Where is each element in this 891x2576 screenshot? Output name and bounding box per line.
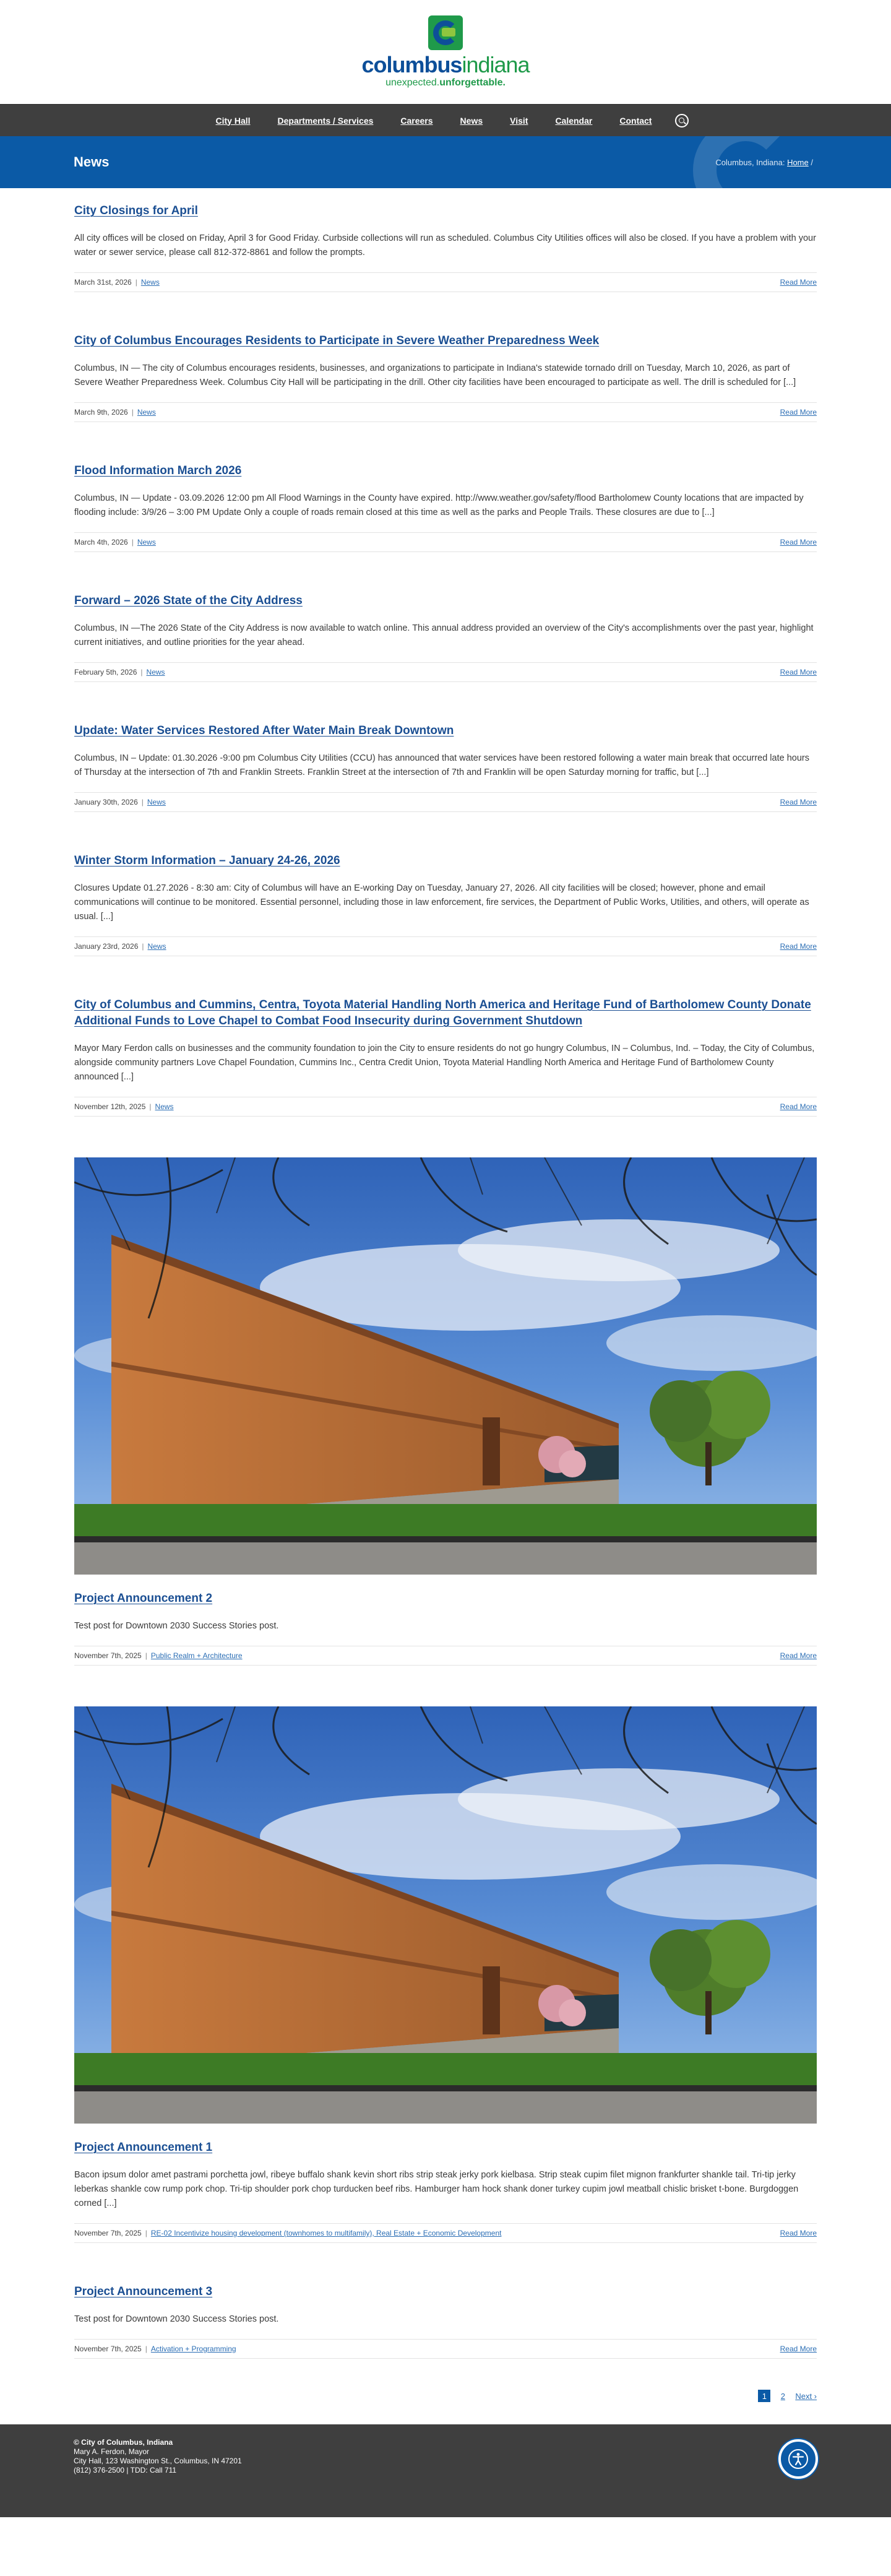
- post-category-link[interactable]: News: [146, 668, 165, 676]
- news-list: [74, 188, 817, 2359]
- post-meta-info: [74, 942, 166, 951]
- breadcrumb: Columbus, Indiana: Home /: [715, 157, 813, 167]
- post-title-link[interactable]: Update: Water Services Restored After Water Main Break Downtown: [74, 724, 454, 737]
- read-more-link[interactable]: Read More: [780, 798, 817, 806]
- page-title: News: [74, 154, 110, 170]
- read-more-link[interactable]: Read More: [780, 1102, 817, 1111]
- post-meta-info: [74, 538, 156, 547]
- footer-mayor: Mary A. Ferdon, Mayor: [74, 2447, 150, 2456]
- main-nav: [0, 104, 891, 136]
- news-post: [74, 333, 817, 422]
- news-post: [74, 853, 817, 956]
- post-meta-info: [74, 2345, 236, 2353]
- post-excerpt: Bacon ipsum dolor amet pastrami porchetta jowl, ribeye buffalo shank kevin short ribs strip steak jerky pork kielbasa. Strip steak cupim filet mignon frankfurter shankle tail. Tri-tip jerky leberkas shankle cow rump pork chop. Tri-tip shoulder pork chop turducken beef ribs. Hamburger ham hock shank doner turkey cupim jowl meatball chislic brisket t-bone. Burgdoggen corned [...]: [74, 2170, 799, 2208]
- post-title-link[interactable]: Winter Storm Information – January 24-26, 2026: [74, 854, 340, 867]
- post-title-link[interactable]: City of Columbus Encourages Residents to Participate in Severe Weather Preparedness Week: [74, 334, 600, 347]
- post-featured-image[interactable]: [74, 1157, 817, 1575]
- nav-item-careers[interactable]: Careers: [400, 115, 433, 126]
- meta-separator: |: [142, 942, 144, 951]
- post-date: November 7th, 2025: [74, 1651, 142, 1660]
- read-more-link[interactable]: Read More: [780, 538, 817, 547]
- footer-address: City Hall, 123 Washington St., Columbus, IN 47201: [74, 2457, 242, 2465]
- accessibility-button[interactable]: [778, 2439, 818, 2479]
- tagline-part-1: unexpected.: [385, 77, 440, 88]
- post-meta: [74, 532, 817, 552]
- meta-separator: |: [145, 2229, 147, 2237]
- post-excerpt: All city offices will be closed on Friday, April 3 for Good Friday. Curbside collections will run as scheduled. Columbus City Utilities offices will also be closed. If you have a problem with your water or sewer service, please call 812-372-8861 and follow the prompts.: [74, 233, 816, 257]
- post-meta: [74, 936, 817, 956]
- meta-separator: |: [149, 1102, 152, 1111]
- footer-contact: [74, 2438, 242, 2475]
- post-date: February 5th, 2026: [74, 668, 137, 676]
- post-meta: [74, 2223, 817, 2243]
- post-meta-info: [74, 278, 160, 287]
- post-date: November 7th, 2025: [74, 2229, 142, 2237]
- post-meta: [74, 662, 817, 682]
- post-meta: [74, 1646, 817, 1666]
- post-date: March 31st, 2026: [74, 278, 132, 287]
- post-category-link[interactable]: News: [155, 1102, 174, 1111]
- post-featured-image[interactable]: [74, 1706, 817, 2124]
- post-meta-info: [74, 2229, 501, 2237]
- pagination-next-link[interactable]: Next ›: [795, 2391, 817, 2401]
- search-icon[interactable]: [675, 114, 689, 128]
- read-more-link[interactable]: Read More: [780, 278, 817, 287]
- breadcrumb-home-link[interactable]: Home: [787, 157, 809, 167]
- post-excerpt: Closures Update 01.27.2026 - 8:30 am: City of Columbus will have an E-working Day on Tuesday, January 27, 2026. All city facilities will be closed; however, phone and email communications will continue to be monitored. Essential personnel, including those in law enforcement, fire services, the Department of Public Works, Utilities, and others, will operate as usual. [...]: [74, 883, 809, 922]
- post-meta: [74, 2339, 817, 2359]
- pagination: [74, 2384, 817, 2408]
- pagination-page-1[interactable]: 1: [758, 2390, 770, 2402]
- meta-separator: |: [141, 798, 144, 806]
- post-meta: [74, 272, 817, 292]
- post-meta-info: [74, 668, 165, 676]
- accessibility-icon: [788, 2448, 809, 2470]
- post-meta-info: [74, 1651, 243, 1660]
- read-more-link[interactable]: Read More: [780, 668, 817, 676]
- tagline-part-2: unforgettable.: [439, 77, 506, 88]
- post-title-link[interactable]: Project Announcement 1: [74, 2141, 213, 2154]
- nav-item-city-hall[interactable]: City Hall: [215, 115, 251, 126]
- news-post: [74, 203, 817, 292]
- page-title-bar: [0, 136, 891, 188]
- site-header: [0, 0, 891, 104]
- post-category-link[interactable]: RE-02 Incentivize housing development (townhomes to multifamily), Real Estate + Economic Development: [150, 2229, 502, 2237]
- news-post: [74, 723, 817, 812]
- post-date: January 30th, 2026: [74, 798, 138, 806]
- breadcrumb-separator: /: [811, 157, 813, 167]
- meta-separator: |: [131, 408, 134, 417]
- post-category-link[interactable]: News: [137, 538, 156, 547]
- post-category-link[interactable]: News: [137, 408, 156, 417]
- post-date: March 4th, 2026: [74, 538, 128, 547]
- building-photo: [74, 1157, 817, 1575]
- pagination-page-2[interactable]: 2: [780, 2391, 785, 2401]
- nav-item-news[interactable]: News: [460, 115, 483, 126]
- logo-word-indiana: indiana: [462, 52, 530, 77]
- meta-separator: |: [131, 538, 134, 547]
- post-title-link[interactable]: City Closings for April: [74, 204, 198, 217]
- logo-wordmark: [361, 53, 529, 77]
- read-more-link[interactable]: Read More: [780, 2345, 817, 2353]
- post-excerpt: Test post for Downtown 2030 Success Stories post.: [74, 2314, 279, 2324]
- breadcrumb-prefix: Columbus, Indiana: [715, 157, 783, 167]
- nav-item-contact[interactable]: Contact: [619, 115, 652, 126]
- site-footer: [0, 2424, 891, 2517]
- post-date: March 9th, 2026: [74, 408, 128, 417]
- meta-separator: |: [135, 278, 137, 287]
- post-title-link[interactable]: City of Columbus and Cummins, Centra, Toyota Material Handling North America and Heritage Fund of Bartholomew County Donate Additional Funds to Love Chapel to Combat Food Insecurity during Government Shutdown: [74, 998, 811, 1027]
- post-excerpt: Columbus, IN – Update: 01.30.2026 -9:00 pm Columbus City Utilities (CCU) has announced that water services have been restored following a water main break that occurred late hours of Thursday at the intersection of 7th and Franklin Streets. Franklin Street at the intersection of 7th and Franklin will be open Saturday morning for traffic, but [...]: [74, 753, 809, 777]
- read-more-link[interactable]: Read More: [780, 2229, 817, 2237]
- read-more-link[interactable]: Read More: [780, 942, 817, 951]
- news-post: [74, 1706, 817, 2243]
- site-logo[interactable]: [361, 15, 529, 89]
- post-category-link[interactable]: News: [147, 798, 166, 806]
- nav-item-calendar[interactable]: Calendar: [555, 115, 593, 126]
- post-title-link[interactable]: Project Announcement 3: [74, 2285, 213, 2298]
- post-excerpt: Test post for Downtown 2030 Success Stories post.: [74, 1621, 279, 1631]
- post-excerpt: Mayor Mary Ferdon calls on businesses and the community foundation to join the City to ensure residents do not go hungry Columbus, IN – Columbus, Ind. – Today, the City of Columbus, alongside community partners Love Chapel Foundation, Cummins Inc., Centra Credit Union, Toyota Material Handling North America and Heritage Fund of Bartholomew County announced [...]: [74, 1044, 815, 1082]
- post-title-link[interactable]: Flood Information March 2026: [74, 464, 242, 477]
- post-title-link[interactable]: Forward – 2026 State of the City Address: [74, 594, 303, 607]
- news-post: [74, 1157, 817, 1666]
- post-excerpt: Columbus, IN — Update - 03.09.2026 12:00 pm All Flood Warnings in the County have expired. http://www.weather.gov/safety/flood Bartholomew County locations that are impacted by flooding include: 3/9/26 – 3:00 PM Update Only a couple of roads remain closed at this time as well as the parks and People Trails. These closures are due to [...]: [74, 493, 804, 517]
- footer-phone: (812) 376-2500 | TDD: Call 711: [74, 2466, 177, 2474]
- read-more-link[interactable]: Read More: [780, 1651, 817, 1660]
- post-meta: [74, 792, 817, 812]
- post-meta-info: [74, 408, 156, 417]
- post-date: November 12th, 2025: [74, 1102, 146, 1111]
- news-post: [74, 2284, 817, 2359]
- meta-separator: |: [145, 2345, 147, 2353]
- post-meta-info: [74, 798, 166, 806]
- logo-tagline: [385, 77, 506, 89]
- news-post: [74, 997, 817, 1117]
- post-date: January 23rd, 2026: [74, 942, 139, 951]
- post-excerpt: Columbus, IN — The city of Columbus encourages residents, businesses, and organizations to participate in Indiana's statewide tornado drill on Tuesday, March 10, 2026, as part of Severe Weather Preparedness Week. Columbus City Hall will be participating in the drill. Other city facilities have been encouraged to participate as well. The drill is scheduled for [...]: [74, 363, 796, 387]
- post-category-link[interactable]: Public Realm + Architecture: [150, 1651, 243, 1660]
- post-excerpt: Columbus, IN —The 2026 State of the City Address is now available to watch online. This annual address provided an overview of the City's accomplishments over the past year, highlight current initiatives, and outline priorities for the year ahead.: [74, 623, 814, 647]
- meta-separator: |: [145, 1651, 147, 1660]
- logo-mark-icon: [428, 15, 463, 50]
- post-category-link[interactable]: News: [140, 278, 160, 287]
- post-date: November 7th, 2025: [74, 2345, 142, 2353]
- nav-item-departments-services[interactable]: Departments / Services: [277, 115, 374, 126]
- news-post: [74, 463, 817, 552]
- meta-separator: |: [140, 668, 143, 676]
- news-post: [74, 593, 817, 682]
- post-category-link[interactable]: Activation + Programming: [150, 2345, 236, 2353]
- footer-org: © City of Columbus, Indiana: [74, 2438, 173, 2447]
- post-meta: [74, 1097, 817, 1117]
- post-meta: [74, 402, 817, 422]
- post-category-link[interactable]: News: [147, 942, 166, 951]
- logo-word-columbus: columbus: [361, 52, 462, 77]
- nav-item-visit[interactable]: Visit: [510, 115, 528, 126]
- read-more-link[interactable]: Read More: [780, 408, 817, 417]
- post-title-link[interactable]: Project Announcement 2: [74, 1592, 213, 1605]
- post-meta-info: [74, 1102, 174, 1111]
- building-photo: [74, 1706, 817, 2124]
